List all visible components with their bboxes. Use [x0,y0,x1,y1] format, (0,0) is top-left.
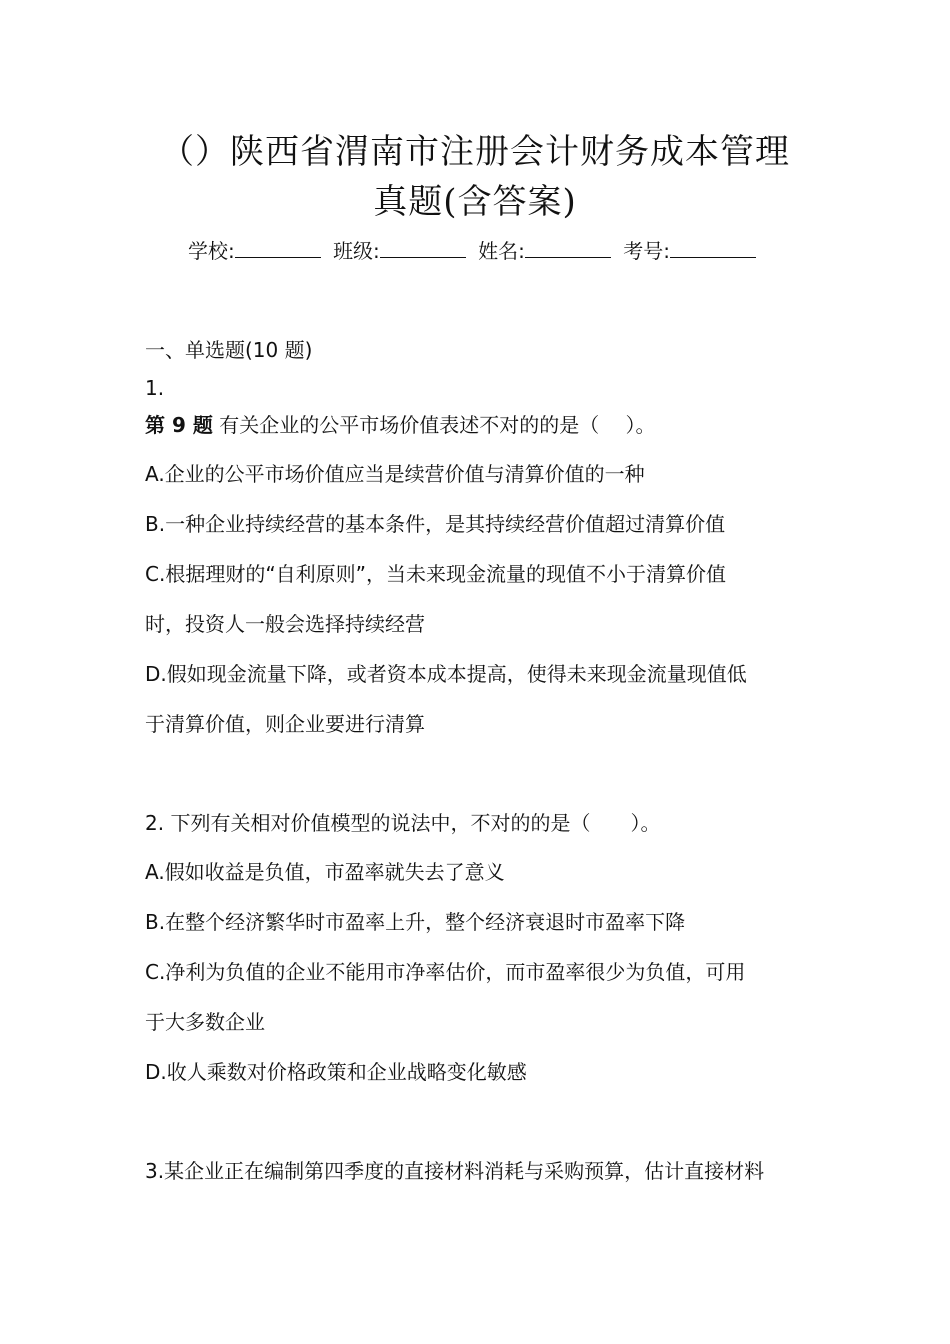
question-2-option-b: B.在整个经济繁华时市盈率上升，整个经济衰退时市盈率下降 [145,910,686,934]
name-blank [525,237,611,258]
school-label: 学校: [187,239,235,263]
question-2-stem: 2. 下列有关相对价值模型的说法中，不对的的是（ ）。 [145,811,661,835]
question-2-option-d: D.收人乘数对价格政策和企业战略变化敏感 [145,1060,527,1084]
question-2-option-c-line-2: 于大多数企业 [145,1010,265,1034]
exam-number-label: 考号: [623,239,671,263]
section-heading: 一、单选题(10 题) [145,338,313,362]
question-3-stem: 3.某企业正在编制第四季度的直接材料消耗与采购预算，估计直接材料 [145,1159,765,1183]
question-1-option-d-line-1: D.假如现金流量下降，或者资本成本提高，使得未来现金流量现值低 [145,662,747,686]
document-title-line-1: （）陕西省渭南市注册会计财务成本管理 [160,132,790,172]
question-2-option-a: A.假如收益是负值，市盈率就失去了意义 [145,860,505,884]
document-title-line-2: 真题(含答案) [373,182,577,222]
question-1-stem [145,411,815,439]
question-2-option-c-line-1: C.净利为负值的企业不能用市净率估价，而市盈率很少为负值，可用 [145,960,746,984]
name-label: 姓名: [478,239,525,263]
question-1-option-b: B.一种企业持续经营的基本条件，是其持续经营价值超过清算价值 [145,512,726,536]
question-1-number: 1. [145,376,165,400]
school-blank [235,237,321,258]
question-1-option-d-line-2: 于清算价值，则企业要进行清算 [145,712,425,736]
student-info-row [100,236,850,266]
question-1-option-c-line-1: C.根据理财的“自利原则”，当未来现金流量的现值不小于清算价值 [145,562,727,586]
class-label: 班级: [333,239,380,263]
question-1-option-c-line-2: 时，投资人一般会选择持续经营 [145,612,425,636]
question-1-stem-text: 有关企业的公平市场价值表述不对的的是（ ）。 [212,413,656,437]
question-1-prefix: 第 9 题 [145,413,213,437]
class-blank [380,237,466,258]
question-1-option-a: A.企业的公平市场价值应当是续营价值与清算价值的一种 [145,462,645,486]
exam-number-blank [670,237,756,258]
